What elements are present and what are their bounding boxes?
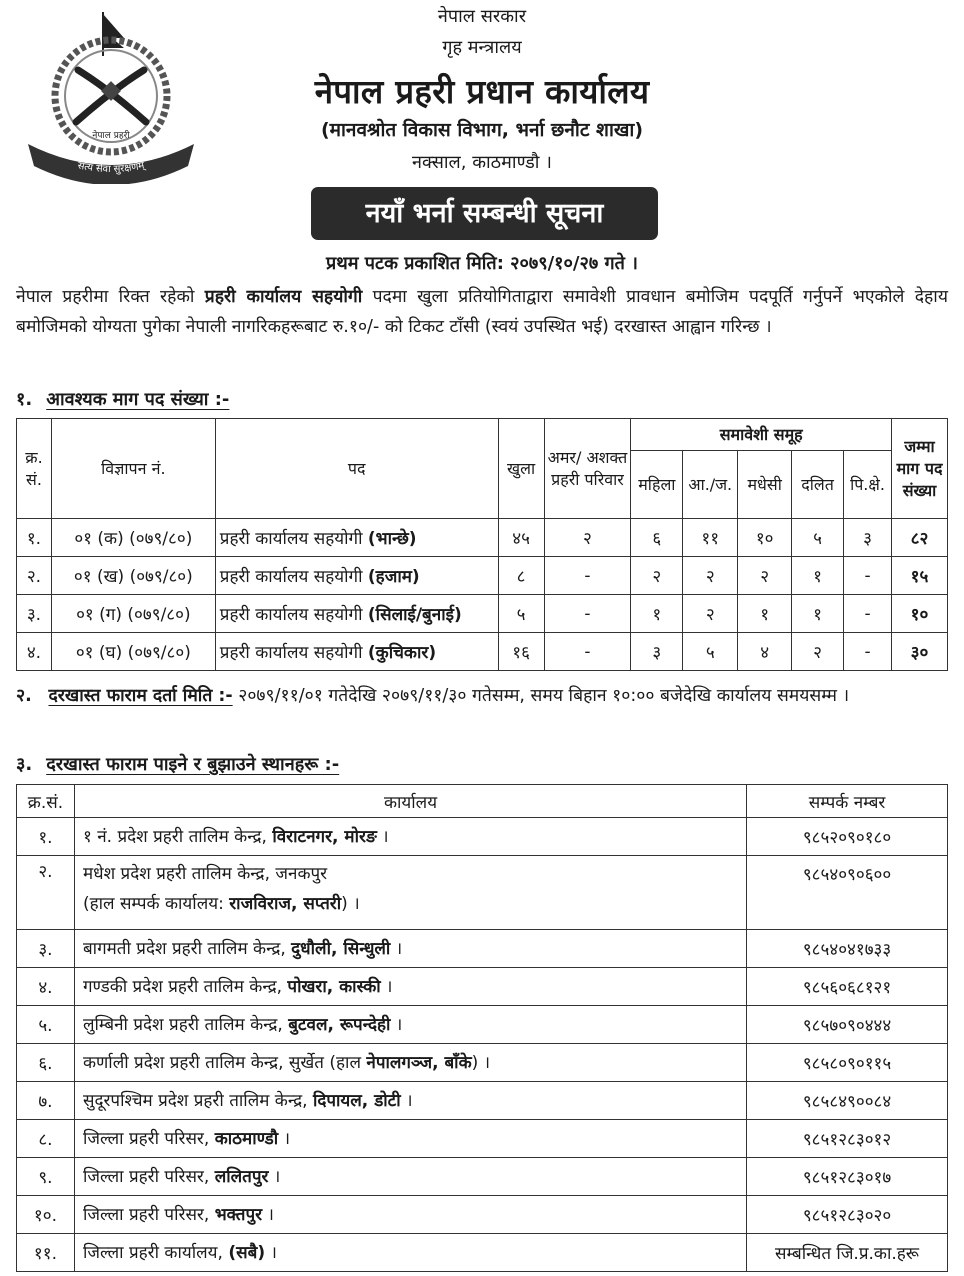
cell-madhesi: १	[738, 595, 792, 633]
cell-madhesi: १०	[738, 519, 792, 557]
cell-sn: ७.	[17, 1082, 75, 1120]
cell-contact: ९८५१२८३०१७	[747, 1158, 948, 1196]
cell-ad-no: ०१ (घ) (०७९/८०)	[51, 633, 215, 671]
svg-text:सत्य सेवा सुरक्षणम्	[77, 160, 148, 175]
cell-ad-no: ०१ (ग) (०७९/८०)	[51, 595, 215, 633]
col-open: खुला	[498, 419, 544, 519]
cell-adibasi: २	[683, 595, 738, 633]
col-total: जम्मा माग पद संख्या	[892, 419, 948, 519]
cell-contact: सम्बन्धित जि.प्र.का.हरू	[747, 1234, 948, 1272]
vacancy-row	[17, 595, 948, 633]
address: नक्साल, काठमाण्डौ ।	[412, 152, 552, 173]
office-row	[17, 856, 948, 930]
office-row	[17, 1120, 948, 1158]
cell-dalit: १	[792, 557, 844, 595]
emblem-top-text: नेपाल प्रहरी	[92, 131, 130, 141]
cell-women: १	[631, 595, 683, 633]
cell-sn: ५.	[17, 1006, 75, 1044]
vacancy-row	[17, 557, 948, 595]
office-row	[17, 1006, 948, 1044]
cell-women: ३	[631, 633, 683, 671]
vacancy-table	[16, 418, 948, 671]
cell-contact: ९८५४०४१७३३	[747, 930, 948, 968]
col-backward: पि.क्षे.	[844, 451, 892, 519]
office-row	[17, 930, 948, 968]
cell-sn: ८.	[17, 1120, 75, 1158]
cell-women: २	[631, 557, 683, 595]
col-madhesi: मधेसी	[738, 451, 792, 519]
cell-women: ६	[631, 519, 683, 557]
publication-date: प्रथम पटक प्रकाशित मिति: २०७९/१०/२७ गते ।	[326, 253, 638, 274]
cell-contact: ९८५१२८३०२०	[747, 1196, 948, 1234]
office-row	[17, 818, 948, 856]
col-inclusive: समावेशी समूह	[631, 419, 892, 451]
office-table	[16, 784, 948, 1272]
cell-contact: ९८५८०९०११५	[747, 1044, 948, 1082]
cell-contact: ९८५२०९०१८०	[747, 818, 948, 856]
cell-office: गण्डकी प्रदेश प्रहरी तालिम केन्द्र, पोखरा, कास्की ।	[74, 968, 746, 1006]
cell-office: बागमती प्रदेश प्रहरी तालिम केन्द्र, दुधौली, सिन्धुली ।	[74, 930, 746, 968]
emblem-motto: सत्य सेवा सुरक्षणम्	[76, 160, 146, 176]
notice-title: नयाँ भर्ना सम्बन्धी सूचना	[311, 187, 658, 240]
office-row	[17, 1196, 948, 1234]
cell-sn: ४.	[17, 633, 52, 671]
col-dalit: दलित	[792, 451, 844, 519]
cell-office: जिल्ला प्रहरी परिसर, भक्तपुर ।	[74, 1196, 746, 1234]
office-row	[17, 968, 948, 1006]
cell-post: प्रहरी कार्यालय सहयोगी (सिलाई/बुनाई)	[215, 595, 498, 633]
cell-martyr: -	[544, 557, 631, 595]
cell-office: जिल्ला प्रहरी परिसर, काठमाण्डौ ।	[74, 1120, 746, 1158]
cell-open: ४५	[498, 519, 544, 557]
cell-post: प्रहरी कार्यालय सहयोगी (हजाम)	[215, 557, 498, 595]
cell-adibasi: २	[683, 557, 738, 595]
section-2-registration: २. दरखास्त फाराम दर्ता मिति :- २०७९/११/०१ गतेदेखि २०७९/११/३० गतेसम्म, समय बिहान १०:०० बजेदेखि कार्यालय समयसम्म ।	[16, 686, 850, 706]
cell-total: १०	[892, 595, 948, 633]
cell-office: जिल्ला प्रहरी परिसर, ललितपुर ।	[74, 1158, 746, 1196]
cell-madhesi: २	[738, 557, 792, 595]
cell-sn: ४.	[17, 968, 75, 1006]
office-row	[17, 1082, 948, 1120]
vacancy-row	[17, 519, 948, 557]
intro-paragraph: नेपाल प्रहरीमा रिक्त रहेको प्रहरी कार्यालय सहयोगी पदमा खुला प्रतियोगिताद्वारा समावेशी प्रावधान बमोजिम पदपूर्ति गर्नुपर्ने भएकोले देहाय बमोजिमको योग्यता पुगेका नेपाली नागरिकहरूबाट रु.१०/- को टिकट टाँसी (स्वयं उपस्थित भई) दरखास्त आह्वान गरिन्छ ।	[16, 287, 948, 337]
cell-open: ५	[498, 595, 544, 633]
cell-dalit: १	[792, 595, 844, 633]
cell-office: सुदूरपश्चिम प्रदेश प्रहरी तालिम केन्द्र, दिपायल, डोटी ।	[74, 1082, 746, 1120]
cell-sn: ३.	[17, 930, 75, 968]
cell-martyr: -	[544, 595, 631, 633]
col-office: कार्यालय	[74, 785, 746, 818]
cell-contact: ९८५१२८३०१२	[747, 1120, 948, 1158]
cell-sn: १.	[17, 818, 75, 856]
cell-total: ३०	[892, 633, 948, 671]
col-sn: क्र.सं.	[17, 785, 75, 818]
cell-dalit: ५	[792, 519, 844, 557]
col-martyr: अमर/ अशक्त प्रहरी परिवार	[544, 419, 631, 519]
cell-office: १ नं. प्रदेश प्रहरी तालिम केन्द्र, विराटनगर, मोरङ ।	[74, 818, 746, 856]
col-women: महिला	[631, 451, 683, 519]
cell-post: प्रहरी कार्यालय सहयोगी (कुचिकार)	[215, 633, 498, 671]
office-row	[17, 1158, 948, 1196]
ministry-name: गृह मन्त्रालय	[442, 37, 522, 58]
cell-sn: २.	[17, 557, 52, 595]
cell-office: मधेश प्रदेश प्रहरी तालिम केन्द्र, जनकपुर (हाल सम्पर्क कार्यालय: राजविराज, सप्तरी) ।	[74, 856, 746, 930]
cell-backward: -	[844, 595, 892, 633]
headquarters-title: नेपाल प्रहरी प्रधान कार्यालय	[314, 72, 650, 111]
col-post: पद	[215, 419, 498, 519]
office-row	[17, 1234, 948, 1272]
cell-total: १५	[892, 557, 948, 595]
col-sn: क्र. सं.	[17, 419, 52, 519]
cell-office: कर्णाली प्रदेश प्रहरी तालिम केन्द्र, सुर्खेत (हाल नेपालगञ्ज, बाँके) ।	[74, 1044, 746, 1082]
cell-total: ८२	[892, 519, 948, 557]
cell-contact: ९८५८४९००८४	[747, 1082, 948, 1120]
cell-contact: ९८५७०९०४४४	[747, 1006, 948, 1044]
cell-office: जिल्ला प्रहरी कार्यालय, (सबै) ।	[74, 1234, 746, 1272]
cell-adibasi: ११	[683, 519, 738, 557]
cell-office: लुम्बिनी प्रदेश प्रहरी तालिम केन्द्र, बुटवल, रूपन्देही ।	[74, 1006, 746, 1044]
cell-martyr: २	[544, 519, 631, 557]
cell-sn: ११.	[17, 1234, 75, 1272]
cell-dalit: २	[792, 633, 844, 671]
cell-contact: ९८५४०९०६००	[747, 856, 948, 930]
cell-contact: ९८५६०६८१२१	[747, 968, 948, 1006]
office-row	[17, 1044, 948, 1082]
cell-sn: १.	[17, 519, 52, 557]
cell-post: प्रहरी कार्यालय सहयोगी (भान्छे)	[215, 519, 498, 557]
cell-backward: ३	[844, 519, 892, 557]
col-ad-no: विज्ञापन नं.	[51, 419, 215, 519]
cell-sn: १०.	[17, 1196, 75, 1234]
cell-madhesi: ४	[738, 633, 792, 671]
cell-sn: ३.	[17, 595, 52, 633]
cell-backward: -	[844, 633, 892, 671]
cell-backward: -	[844, 557, 892, 595]
cell-ad-no: ०१ (क) (०७९/८०)	[51, 519, 215, 557]
department-name: (मानवश्रोत विकास विभाग, भर्ना छनौट शाखा)	[320, 119, 644, 141]
vacancy-row	[17, 633, 948, 671]
cell-martyr: -	[544, 633, 631, 671]
cell-open: ८	[498, 557, 544, 595]
cell-ad-no: ०१ (ख) (०७९/८०)	[51, 557, 215, 595]
government-name: नेपाल सरकार	[437, 6, 527, 27]
section-3-title: ३. दरखास्त फाराम पाइने र बुझाउने स्थानहरू :-	[16, 754, 340, 775]
cell-open: १६	[498, 633, 544, 671]
section-1-title: १. आवश्यक माग पद संख्या :-	[16, 389, 230, 410]
cell-sn: ६.	[17, 1044, 75, 1082]
cell-adibasi: ५	[683, 633, 738, 671]
col-contact: सम्पर्क नम्बर	[747, 785, 948, 818]
cell-sn: ९.	[17, 1158, 75, 1196]
cell-sn: २.	[17, 856, 75, 930]
col-adibasi: आ./ज.	[683, 451, 738, 519]
